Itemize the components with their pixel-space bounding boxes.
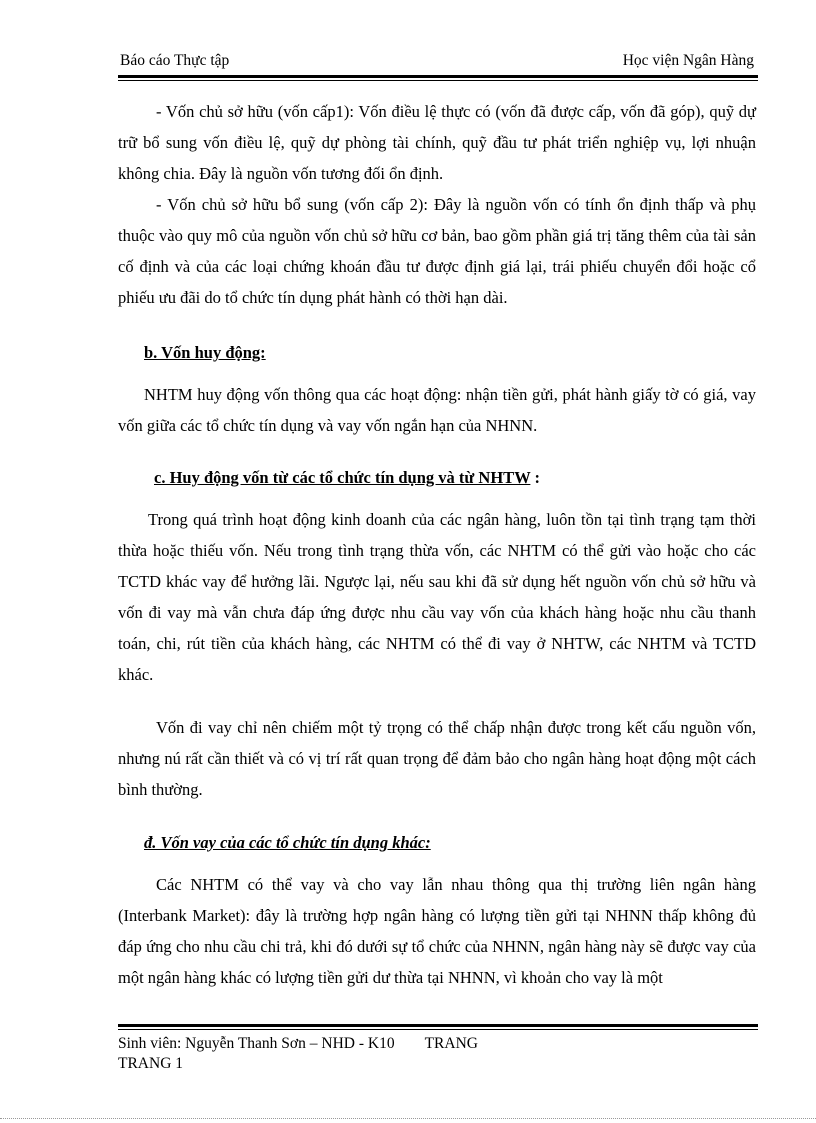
paragraph-borrowed-capital: Vốn đi vay chỉ nên chiếm một tỷ trọng có thể chấp nhận được trong kết cấu nguồn vốn, nhưng nú rất cần thiết và có vị trí rất quan trọng để đảm bảo cho ngân hàng hoạt động một cách bình thường. xyxy=(118,718,756,799)
paragraph-mobilized-capital: NHTM huy động vốn thông qua các hoạt động: nhận tiền gửi, phát hành giấy tờ có giá, vay vốn giữa các tổ chức tín dụng và vay vốn ngắn hạn của NHNN. xyxy=(118,385,756,435)
header-rule-thick xyxy=(118,75,758,78)
page-header xyxy=(118,52,756,74)
paragraph-tier2-capital: - Vốn chủ sở hữu bổ sung (vốn cấp 2): Đây là nguồn vốn có tính ổn định thấp và phụ thuộc vào quy mô của nguồn vốn chủ sở hữu cơ bản, bao gồm phần giá trị tăng thêm của tài sản cố định và của các loại chứng khoán đầu tư được định giá lại, trái phiếu chuyển đổi hoặc cổ phiếu ưu đãi do tổ chức tín dụng phát hành có thời hạn dài. xyxy=(118,195,756,307)
footer-page-number: TRANG 1 xyxy=(118,1055,184,1072)
paragraph-interbank-market: Các NHTM có thể vay và cho vay lẫn nhau thông qua thị trường liên ngân hàng (Interbank Market): đây là trường hợp ngân hàng có lượng tiền gửi tại NHNN thấp không đủ đáp ứng cho nhu cầu chi trả, khi đó dưới sự tổ chức của NHNN, ngân hàng này sẽ được vay của một ngân hàng khác có lượng tiền gửi dư thừa tại NHNN, vì khoản cho vay là một xyxy=(118,875,756,987)
heading-d xyxy=(144,827,756,858)
heading-c-colon: : xyxy=(530,468,541,487)
footer-rule-thin xyxy=(118,1029,758,1030)
header-left-title: Báo cáo Thực tập xyxy=(120,52,230,69)
footer-student: Sinh viên: Nguyễn Thanh Sơn – NHD - K10 xyxy=(118,1035,395,1052)
heading-d-text: đ. Vốn vay của các tổ chức tín dụng khác: xyxy=(144,833,431,852)
paragraph-interbank-borrowing: Trong quá trình hoạt động kinh doanh của các ngân hàng, luôn tồn tại tình trạng tạm thời thừa hoặc thiếu vốn. Nếu trong tình trạng thừa vốn, các NHTM có thể gửi vào hoặc cho các TCTD khác vay để hưởng lãi. Ngược lại, nếu sau khi đã sử dụng hết nguồn vốn chủ sở hữu và vốn đi vay mà vẫn chưa đáp ứng được nhu cầu vay vốn của khách hàng hoặc nhu cầu thanh toán, chi, rút tiền của khách hàng, các NHTM có thể đi vay ở NHTW, các NHTM và TCTD khác. xyxy=(118,510,756,684)
footer-rule-thick xyxy=(118,1024,758,1027)
header-right-title: Học viện Ngân Hàng xyxy=(622,52,754,69)
page-footer xyxy=(118,1034,756,1074)
paragraph-tier1-capital: - Vốn chủ sở hữu (vốn cấp1): Vốn điều lệ thực có (vốn đã được cấp, vốn đã góp), quỹ dự trữ bổ sung vốn điều lệ, quỹ dự phòng tài chính, quỹ đầu tư phát triển nghiệp vụ, lợi nhuận không chia. Đây là nguồn vốn tương đối ổn định. xyxy=(118,102,756,183)
footer-line-1 xyxy=(118,1034,756,1054)
header-rule-thin xyxy=(118,80,758,81)
heading-b-text: b. Vốn huy động: xyxy=(144,343,266,362)
paragraph-gap xyxy=(118,690,756,712)
document-body xyxy=(118,96,756,993)
heading-c-text: c. Huy động vốn từ các tổ chức tín dụng và từ NHTW xyxy=(154,468,531,487)
footer-trang-label: TRANG xyxy=(424,1035,478,1052)
page-bottom-border xyxy=(0,1118,816,1119)
heading-c xyxy=(154,462,756,493)
heading-b xyxy=(144,337,756,368)
